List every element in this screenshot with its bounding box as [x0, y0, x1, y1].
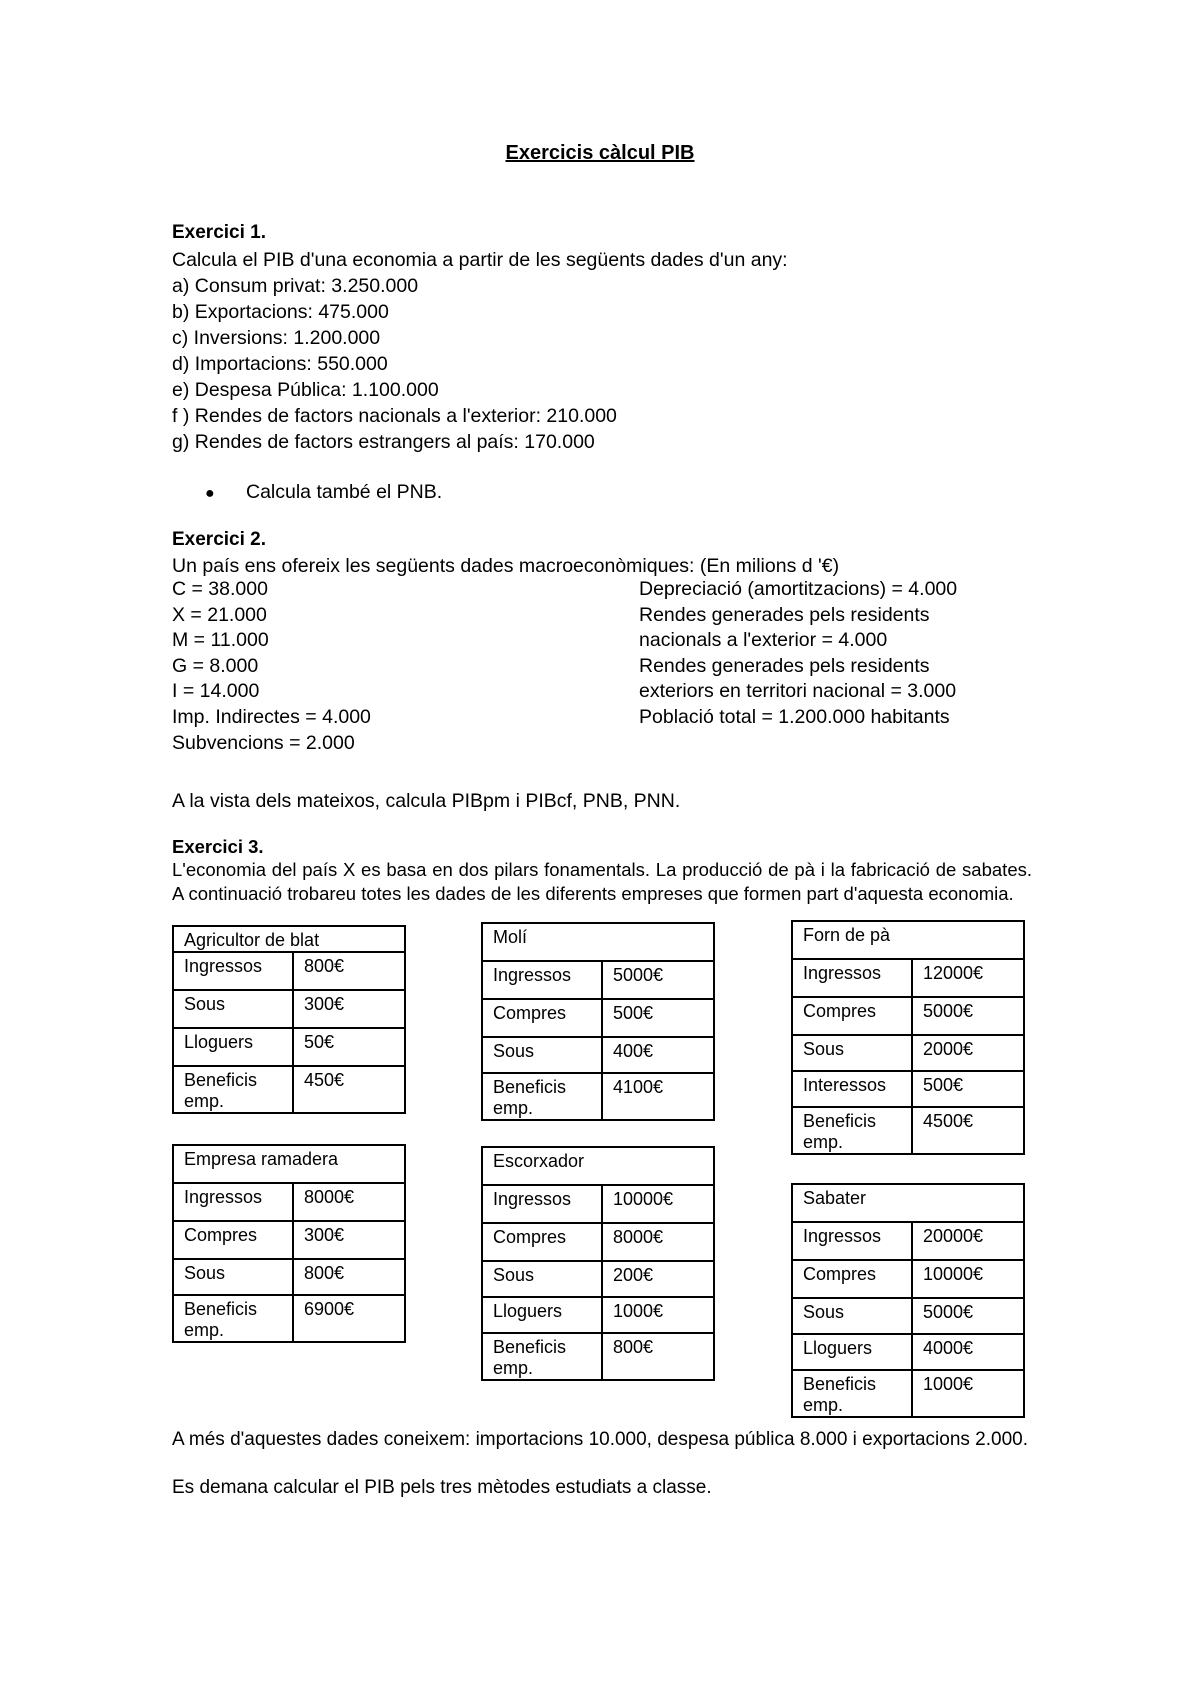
exercise-3-paragraph-text: L'economia del país X es basa en dos pilars fonamentals. La producció de pà i la fabricació de sabates. A continuació trobareu totes les dades de les diferents empreses que formen part d'aquesta economia.: [172, 859, 1032, 904]
bullet-icon: ●: [205, 485, 215, 502]
table-cell-value: 4000€: [912, 1334, 1024, 1370]
table-cell-value: 200€: [602, 1261, 714, 1297]
table-cell-value: 300€: [293, 990, 405, 1028]
table-cell-label: Lloguers: [173, 1028, 293, 1066]
table-cell-value: 300€: [293, 1221, 405, 1259]
exercise-2-value: Població total = 1.200.000 habitants: [639, 705, 950, 728]
table-cell-label: Lloguers: [792, 1334, 912, 1370]
exercise-2-value: Rendes generades pels residents: [639, 654, 930, 677]
table-cell-value: 5000€: [912, 1298, 1024, 1334]
exercise-3-paragraph: [172, 858, 1032, 906]
table-cell-value: 10000€: [912, 1260, 1024, 1298]
table-cell-label: Lloguers: [482, 1297, 602, 1333]
exercise-1-line: a) Consum privat: 3.250.000: [172, 275, 419, 297]
exercise-1-line: g) Rendes de factors estrangers al país: 170.000: [172, 431, 595, 453]
exercise-2-value: Depreciació (amortitzacions) = 4.000: [639, 578, 958, 600]
table-cell-label: Ingressos: [482, 961, 602, 999]
table-cell-label: Beneficis emp.: [173, 1295, 293, 1342]
exercise-3-heading: Exercici 3.: [172, 836, 264, 857]
exercise-2-value: Rendes generades pels residents: [639, 603, 930, 626]
exercise-2-value: G = 8.000: [172, 654, 259, 677]
table-cell-label: Compres: [792, 1260, 912, 1298]
table-agricultor-de-blat: [172, 925, 406, 1114]
exercise-2-value: I = 14.000: [172, 680, 260, 703]
table-cell-value: 1000€: [602, 1297, 714, 1333]
table-cell-label: Ingressos: [173, 1183, 293, 1221]
table-cell-value: 8000€: [602, 1223, 714, 1261]
exercise-2-heading: Exercici 2.: [172, 529, 267, 550]
table-cell-label: Compres: [792, 997, 912, 1035]
table-cell-value: 6900€: [293, 1295, 405, 1342]
table-cell-label: Sous: [482, 1037, 602, 1073]
exercise-2-value: M = 11.000: [172, 629, 269, 652]
table-cell-value: 800€: [293, 1259, 405, 1295]
table-title: Sabater: [792, 1184, 1024, 1222]
table-title: Molí: [482, 923, 714, 961]
exercise-2-value: C = 38.000: [172, 578, 268, 600]
table-title: Escorxador: [482, 1147, 714, 1185]
table-escorxador: [481, 1146, 715, 1381]
exercise-2-question: A la vista dels mateixos, calcula PIBpm i PIBcf, PNB, PNN.: [172, 790, 681, 812]
table-cell-label: Sous: [792, 1035, 912, 1071]
table-empresa-ramadera: [172, 1144, 406, 1343]
exercise-1-text: [172, 247, 788, 455]
table-cell-label: Beneficis emp.: [482, 1333, 602, 1380]
exercise-1-line: c) Inversions: 1.200.000: [172, 327, 381, 349]
table-title: Forn de pà: [792, 921, 1024, 959]
table-cell-value: 10000€: [602, 1185, 714, 1223]
table-cell-label: Ingressos: [792, 959, 912, 997]
table-cell-value: 500€: [602, 999, 714, 1037]
exercise-1-heading: Exercici 1.: [172, 222, 267, 243]
document-title: Exercicis càlcul PIB: [505, 142, 695, 164]
table-title: Empresa ramadera: [173, 1145, 405, 1183]
exercise-1-line: d) Importacions: 550.000: [172, 353, 388, 375]
table-cell-value: 800€: [602, 1333, 714, 1380]
table-cell-label: Sous: [173, 990, 293, 1028]
exercise-2-right-column: [639, 577, 957, 731]
exercise-2-value: nacionals a l'exterior = 4.000: [639, 629, 888, 652]
table-cell-label: Sous: [173, 1259, 293, 1295]
exercise-1-line: e) Despesa Pública: 1.100.000: [172, 379, 439, 401]
exercise-2-value: X = 21.000: [172, 603, 267, 626]
exercise-2-value: Subvencions = 2.000: [172, 731, 355, 754]
table-cell-label: Compres: [173, 1221, 293, 1259]
table-cell-label: Beneficis emp.: [792, 1107, 912, 1154]
table-cell-value: 800€: [293, 952, 405, 990]
table-cell-value: 4100€: [602, 1073, 714, 1120]
table-cell-label: Beneficis emp.: [482, 1073, 602, 1120]
table-cell-label: Sous: [482, 1261, 602, 1297]
exercise-2-left-column: [172, 577, 371, 756]
table-forn-de-pa: [791, 920, 1025, 1155]
table-cell-label: Beneficis emp.: [792, 1370, 912, 1417]
table-cell-value: 20000€: [912, 1222, 1024, 1260]
exercise-3-task: Es demana calcular el PIB pels tres mètodes estudiats a classe.: [172, 1477, 712, 1498]
table-cell-label: Beneficis emp.: [173, 1066, 293, 1113]
exercise-2-value: exteriors en territori nacional = 3.000: [639, 680, 957, 703]
table-title: Agricultor de blat: [173, 926, 405, 952]
table-cell-label: Sous: [792, 1298, 912, 1334]
exercise-1-line: Calcula el PIB d'una economia a partir de les següents dades d'un any:: [172, 249, 788, 271]
table-cell-label: Compres: [482, 1223, 602, 1261]
table-moli: [481, 922, 715, 1121]
table-cell-label: Ingressos: [173, 952, 293, 990]
table-cell-value: 12000€: [912, 959, 1024, 997]
exercise-1-line: b) Exportacions: 475.000: [172, 301, 389, 323]
table-cell-value: 450€: [293, 1066, 405, 1113]
table-cell-value: 8000€: [293, 1183, 405, 1221]
table-cell-value: 5000€: [912, 997, 1024, 1035]
exercise-1-bullet-text: Calcula també el PNB.: [246, 481, 443, 503]
table-cell-value: 1000€: [912, 1370, 1024, 1417]
table-cell-label: Interessos: [792, 1071, 912, 1107]
table-sabater: [791, 1183, 1025, 1418]
table-cell-value: 4500€: [912, 1107, 1024, 1154]
exercise-2-intro: Un país ens ofereix les següents dades macroeconòmiques: (En milions d '€): [172, 555, 840, 577]
exercise-3-closing: A més d'aquestes dades coneixem: importacions 10.000, despesa pública 8.000 i exportacions 2.000.: [172, 1429, 1029, 1450]
exercise-2-value: Imp. Indirectes = 4.000: [172, 705, 371, 728]
exercise-1-line: f ) Rendes de factors nacionals a l'exterior: 210.000: [172, 405, 617, 427]
table-cell-value: 400€: [602, 1037, 714, 1073]
table-cell-label: Compres: [482, 999, 602, 1037]
table-cell-label: Ingressos: [792, 1222, 912, 1260]
table-cell-value: 2000€: [912, 1035, 1024, 1071]
table-cell-value: 500€: [912, 1071, 1024, 1107]
table-cell-value: 50€: [293, 1028, 405, 1066]
table-cell-value: 5000€: [602, 961, 714, 999]
table-cell-label: Ingressos: [482, 1185, 602, 1223]
